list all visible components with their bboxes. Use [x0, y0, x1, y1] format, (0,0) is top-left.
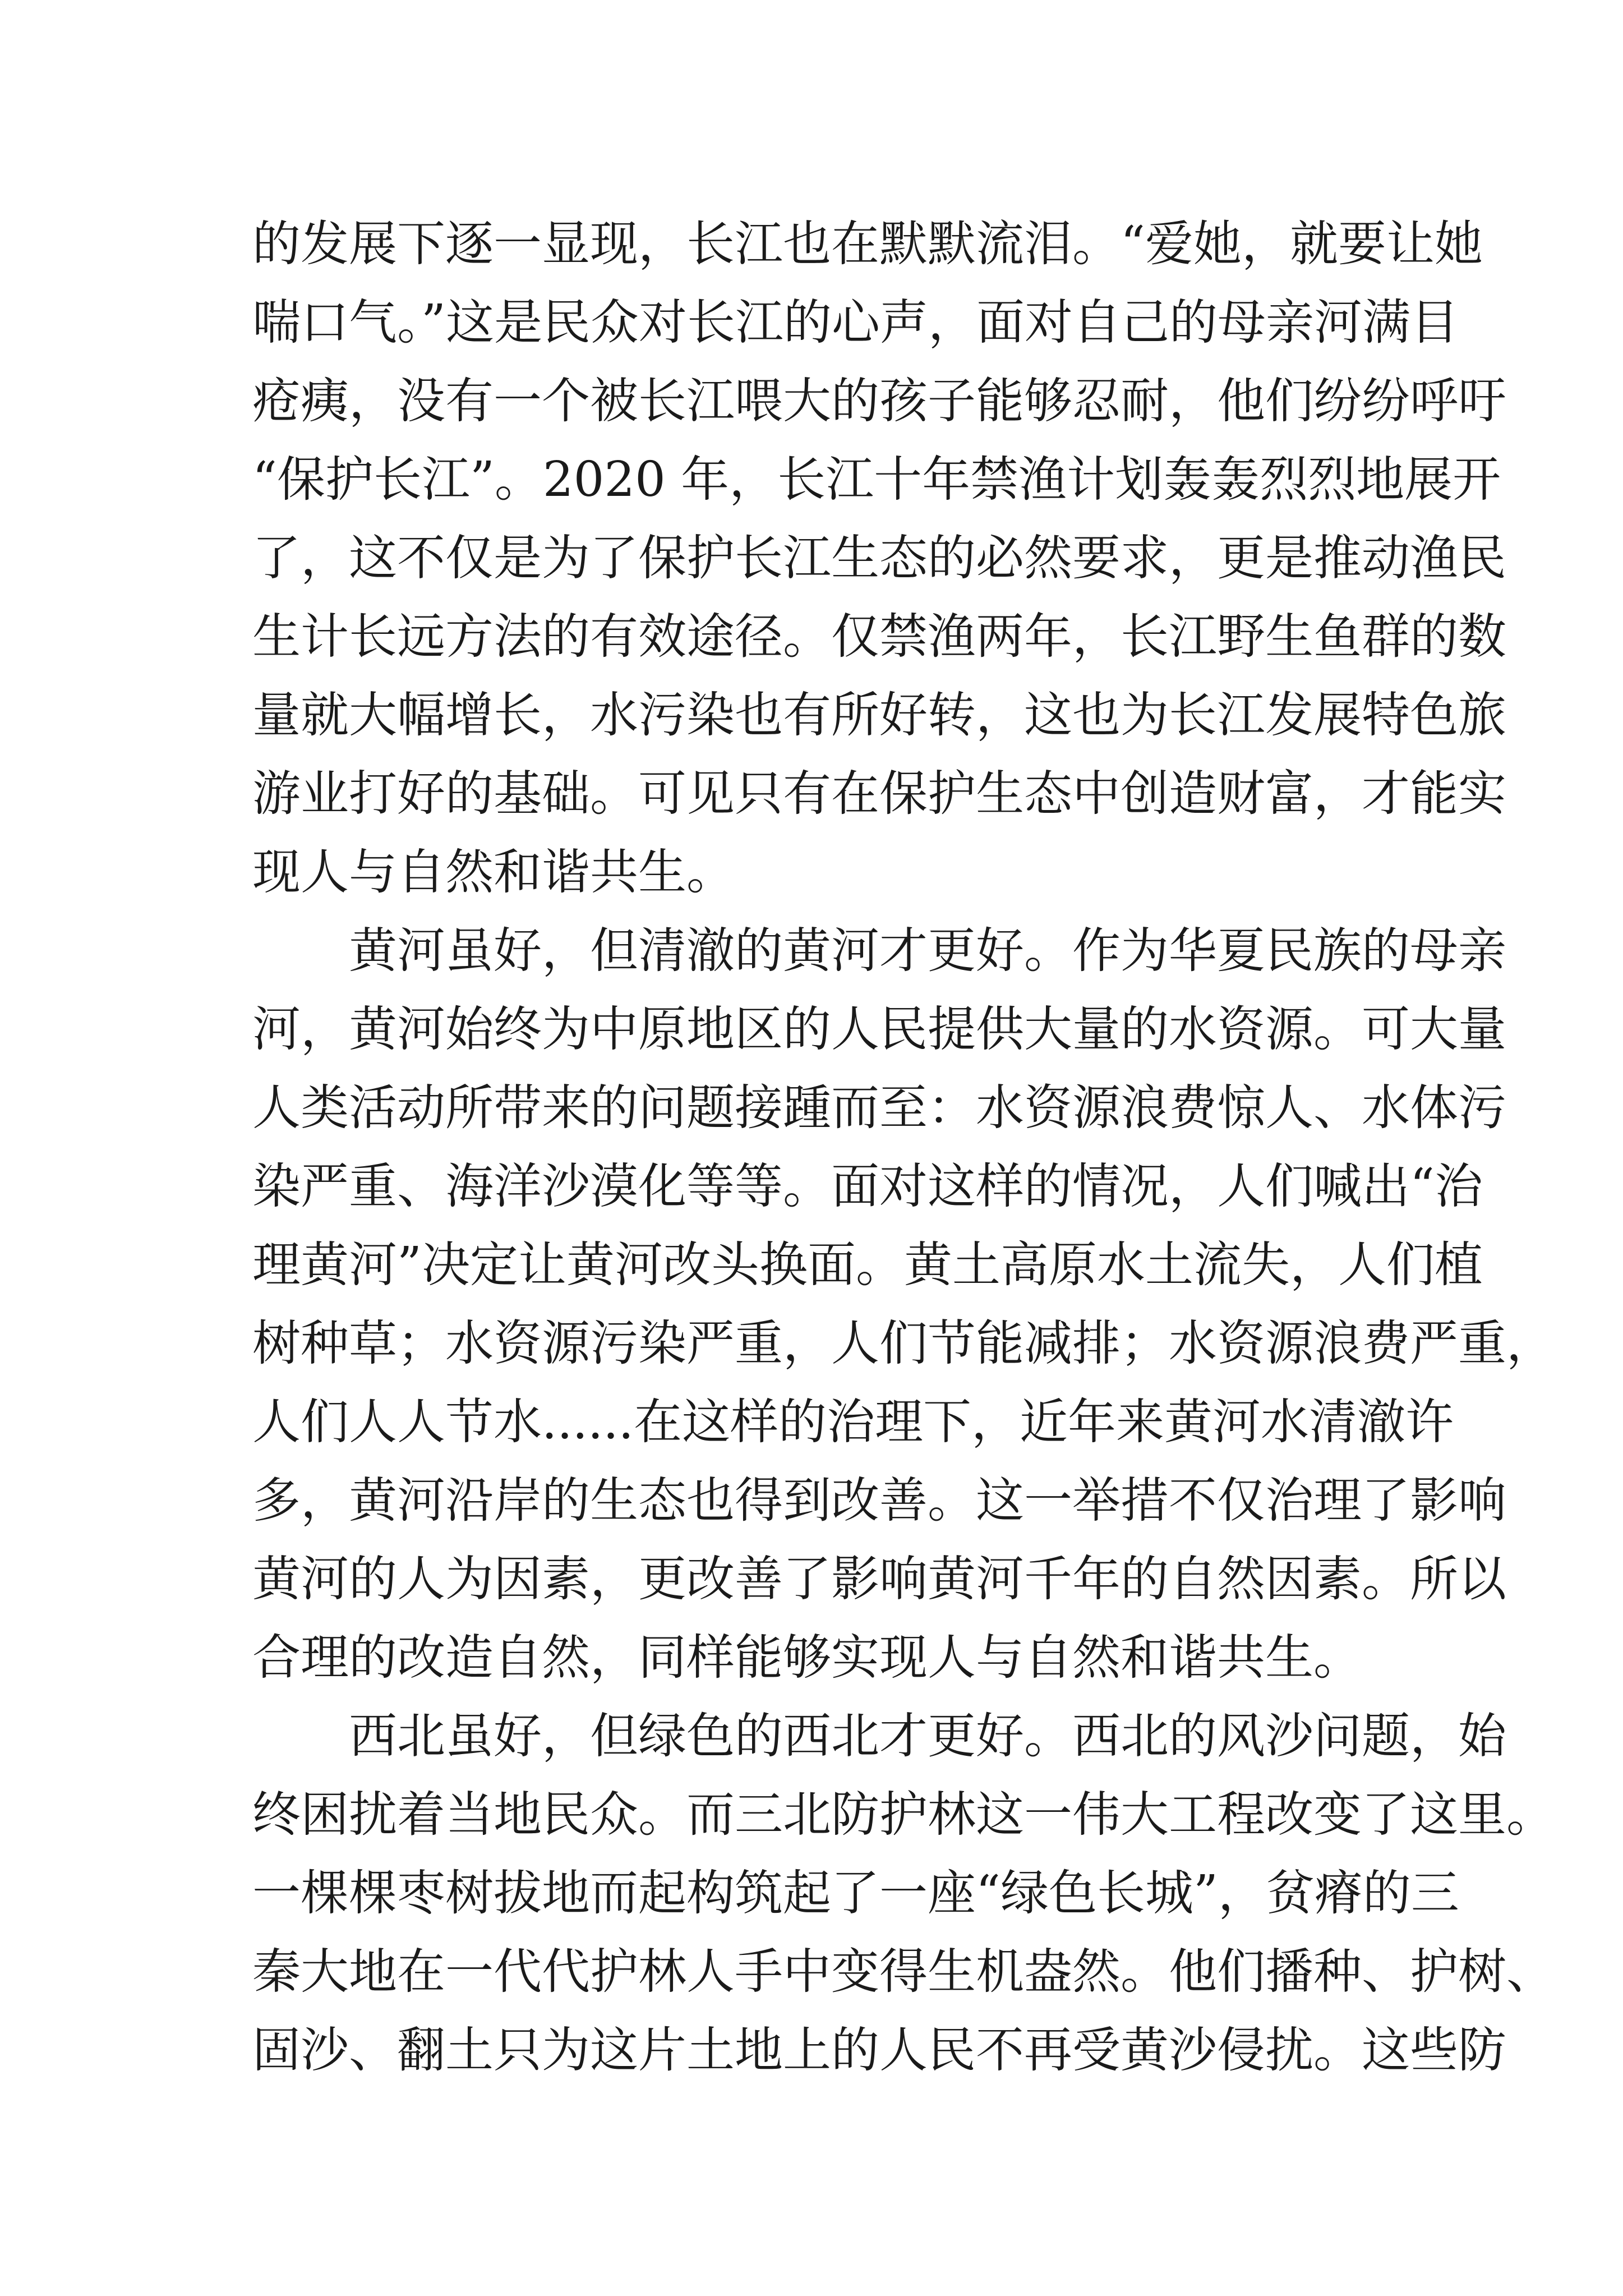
text-line: 疮痍，没有一个被长江喂大的孩子能够忍耐，他们纷纷呼吁: [252, 373, 1506, 429]
text-line: 秦大地在一代代护林人手中变得生机盎然。他们播种、护树、: [252, 1944, 1555, 2000]
text-line: 现人与自然和谐共生。: [252, 844, 735, 900]
text-line: 河，黄河始终为中原地区的人民提供大量的水资源。可大量: [252, 1001, 1506, 1057]
text-line: 游业打好的基础。可见只有在保护生态中创造财富，才能实: [252, 766, 1506, 822]
text-line: 西北虽好，但绿色的西北才更好。西北的风沙问题，始: [349, 1708, 1506, 1764]
text-line: “保护长江”。2020 年，长江十年禁渔计划轰轰烈烈地展开: [252, 452, 1501, 508]
text-line: 人们人人节水......在这样的治理下，近年来黄河水清澈许: [252, 1394, 1454, 1450]
text-line: 量就大幅增长，水污染也有所好转，这也为长江发展特色旅: [252, 687, 1506, 743]
text-line: 喘口气。”这是民众对长江的心声，面对自己的母亲河满目: [252, 295, 1459, 351]
text-line: 染严重、海洋沙漠化等等。面对这样的情况，人们喊出“治: [252, 1158, 1483, 1214]
text-line: 树种草；水资源污染严重，人们节能减排；水资源浪费严重，: [252, 1315, 1555, 1372]
text-line: 了，这不仅是为了保护长江生态的必然要求，更是推动渔民: [252, 530, 1506, 586]
text-line: 生计长远方法的有效途径。仅禁渔两年，长江野生鱼群的数: [252, 609, 1506, 665]
text-line: 黄河的人为因素，更改善了影响黄河千年的自然因素。所以: [252, 1551, 1506, 1607]
text-line: 固沙、翻土只为这片土地上的人民不再受黄沙侵扰。这些防: [252, 2022, 1506, 2078]
text-line: 理黄河”决定让黄河改头换面。黄土高原水土流失，人们植: [252, 1237, 1483, 1293]
text-line: 终困扰着当地民众。而三北防护林这一伟大工程改变了这里。: [252, 1787, 1555, 1843]
text-line: 的发展下逐一显现，长江也在默默流泪。“爱她，就要让她: [252, 216, 1483, 272]
text-line: 多，黄河沿岸的生态也得到改善。这一举措不仅治理了影响: [252, 1473, 1506, 1529]
text-line: 一棵棵枣树拔地而起构筑起了一座“绿色长城”，贫瘠的三: [252, 1865, 1459, 1921]
text-line: 合理的改造自然，同样能够实现人与自然和谐共生。: [252, 1630, 1362, 1686]
text-line: 人类活动所带来的问题接踵而至：水资源浪费惊人、水体污: [252, 1080, 1506, 1136]
text-line: 黄河虽好，但清澈的黄河才更好。作为华夏民族的母亲: [349, 923, 1506, 979]
